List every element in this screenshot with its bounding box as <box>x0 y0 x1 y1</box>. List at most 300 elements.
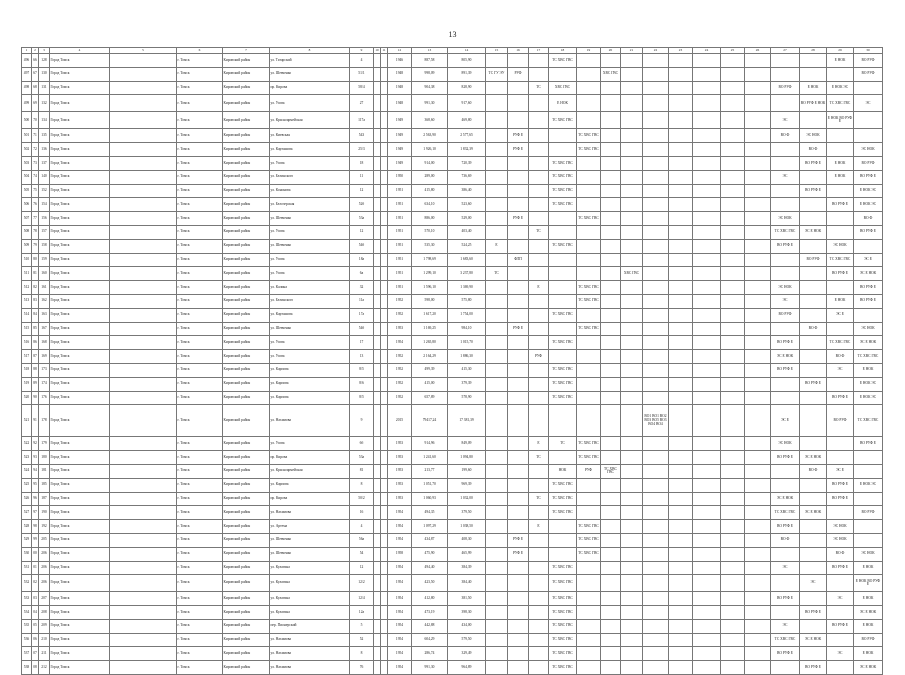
table-cell: 17 381,39 <box>448 405 486 437</box>
table-cell: 575,80 <box>448 294 486 308</box>
table-cell: 522 <box>22 437 32 451</box>
table-cell: Город Томск <box>50 156 110 170</box>
table-cell: 969,39 <box>448 478 486 492</box>
table-cell: 368,60 <box>412 112 448 129</box>
table-cell <box>601 129 621 143</box>
table-cell <box>486 437 508 451</box>
table-cell: 415,00 <box>412 377 448 391</box>
table-cell: Город Томск <box>50 592 110 606</box>
table-cell <box>854 520 883 534</box>
table-cell: ул. Усова <box>270 225 350 239</box>
table-cell <box>508 506 529 520</box>
table-cell: г. Томск <box>177 143 223 157</box>
table-cell: 178 <box>39 405 50 437</box>
table-cell <box>374 561 381 575</box>
table-cell: г. Томск <box>177 253 223 267</box>
table-cell: 1954 <box>388 520 412 534</box>
table-cell <box>577 225 601 239</box>
table-cell <box>721 464 745 478</box>
table-cell <box>643 294 669 308</box>
table-cell <box>827 67 854 81</box>
table-cell <box>621 606 643 620</box>
table-cell <box>693 377 721 391</box>
table-cell <box>110 592 177 606</box>
table-cell <box>577 377 601 391</box>
table-cell: 657,89 <box>412 391 448 405</box>
table-cell <box>669 561 693 575</box>
table-cell <box>827 377 854 391</box>
table-cell: Е <box>486 239 508 253</box>
table-cell <box>601 533 621 547</box>
table-cell: ЭС Е НОК <box>854 267 883 281</box>
table-cell: ТС <box>529 492 549 506</box>
table-cell <box>549 129 577 143</box>
table-cell: ВО РУФ <box>800 253 827 267</box>
table-cell <box>693 308 721 322</box>
table-cell: Кировский район <box>223 156 270 170</box>
table-cell <box>745 170 771 184</box>
table-cell: ул. Белозерская <box>270 198 350 212</box>
table-cell: Е НОК <box>800 81 827 95</box>
table-cell: Е НОК <box>827 170 854 184</box>
table-cell <box>745 391 771 405</box>
table-cell: 211 <box>39 647 50 661</box>
table-cell <box>643 377 669 391</box>
table-cell: 00 <box>32 547 39 561</box>
table-cell <box>771 253 800 267</box>
table-cell: ВО РУФ <box>854 156 883 170</box>
table-cell <box>486 198 508 212</box>
table-cell <box>381 520 388 534</box>
table-cell <box>374 647 381 661</box>
table-cell: ЭС Е <box>827 464 854 478</box>
table-cell <box>374 619 381 633</box>
table-cell: ул. Усова <box>270 437 350 451</box>
table-cell <box>643 281 669 295</box>
table-cell: РУФ <box>577 464 601 478</box>
table-cell <box>669 322 693 336</box>
table-cell: ВО Ф <box>800 322 827 336</box>
table-cell <box>800 350 827 364</box>
table-cell: 1953 <box>388 464 412 478</box>
table-cell <box>827 661 854 675</box>
table-cell: Город Томск <box>50 350 110 364</box>
table-cell: 05 <box>32 619 39 633</box>
table-cell <box>693 281 721 295</box>
table-row <box>22 405 883 437</box>
table-cell <box>374 437 381 451</box>
table-cell <box>721 363 745 377</box>
table-cell: 1951 <box>388 184 412 198</box>
table-cell <box>669 212 693 226</box>
table-cell <box>577 156 601 170</box>
table-cell <box>693 253 721 267</box>
table-cell: 1954 <box>388 336 412 350</box>
table-cell: 505 <box>22 184 32 198</box>
table-cell: 81 <box>350 464 374 478</box>
table-cell: 53а <box>350 212 374 226</box>
table-cell: 158 <box>39 239 50 253</box>
table-cell: ТС ХВС ГВС <box>549 647 577 661</box>
table-cell: ХВС ГВС <box>601 67 621 81</box>
table-cell: 1949 <box>388 129 412 143</box>
table-cell <box>601 478 621 492</box>
table-cell <box>827 143 854 157</box>
table-cell <box>110 129 177 143</box>
table-cell <box>374 54 381 68</box>
table-cell <box>669 619 693 633</box>
table-cell: 1 015,70 <box>448 336 486 350</box>
table-cell: 1 169,25 <box>412 322 448 336</box>
table-cell: Кировский район <box>223 225 270 239</box>
table-cell: Город Томск <box>50 143 110 157</box>
table-cell: 12/4 <box>350 592 374 606</box>
column-number: 12 <box>388 48 412 54</box>
table-row <box>22 184 883 198</box>
table-cell: Кировский район <box>223 437 270 451</box>
table-cell <box>621 308 643 322</box>
table-cell <box>643 225 669 239</box>
table-cell: 76 <box>32 198 39 212</box>
table-cell <box>508 198 529 212</box>
table-cell <box>669 606 693 620</box>
table-cell: 1 051,70 <box>412 478 448 492</box>
table-cell: 984,10 <box>448 322 486 336</box>
table-cell <box>601 225 621 239</box>
table-cell: ул. Карпова <box>270 478 350 492</box>
table-cell <box>486 377 508 391</box>
table-cell: ВО РУФ Е <box>771 363 800 377</box>
table-cell: 207 <box>39 592 50 606</box>
column-number: 26 <box>745 48 771 54</box>
table-cell <box>601 520 621 534</box>
column-number: 2 <box>32 48 39 54</box>
table-cell <box>508 647 529 661</box>
table-cell: 507 <box>22 212 32 226</box>
table-cell <box>693 322 721 336</box>
table-cell: 68 <box>32 81 39 95</box>
table-cell <box>721 308 745 322</box>
table-cell <box>381 308 388 322</box>
table-cell <box>601 143 621 157</box>
table-cell <box>669 156 693 170</box>
table-cell: ул. Нахимова <box>270 661 350 675</box>
table-row <box>22 95 883 112</box>
table-cell <box>381 54 388 68</box>
table-cell <box>529 170 549 184</box>
table-cell: 190 <box>39 506 50 520</box>
table-cell <box>643 464 669 478</box>
table-cell <box>374 363 381 377</box>
table-cell: ТС ХВС ГВС <box>549 184 577 198</box>
table-row <box>22 451 883 465</box>
table-cell <box>374 377 381 391</box>
table-cell: 499 <box>22 95 32 112</box>
table-cell: ВО РУФ <box>854 67 883 81</box>
table-cell <box>721 239 745 253</box>
table-cell: 527 <box>22 506 32 520</box>
table-cell <box>800 308 827 322</box>
table-cell <box>549 212 577 226</box>
table-cell: 1 886,30 <box>448 350 486 364</box>
table-cell: Кировский район <box>223 606 270 620</box>
table-cell <box>381 533 388 547</box>
table-cell: 537 <box>22 647 32 661</box>
table-cell: ТС ХВС ГВС <box>827 336 854 350</box>
table-cell: 526 <box>22 492 32 506</box>
table-cell: 1 265,80 <box>412 336 448 350</box>
table-cell: Город Томск <box>50 212 110 226</box>
table-cell <box>508 405 529 437</box>
table-cell <box>110 606 177 620</box>
table-cell: 434,00 <box>448 619 486 633</box>
column-number: 10 <box>375 47 379 52</box>
table-cell <box>669 170 693 184</box>
table-cell: Е НОК <box>827 156 854 170</box>
table-cell <box>771 184 800 198</box>
table-cell: 1953 <box>388 451 412 465</box>
table-cell: Кировский район <box>223 81 270 95</box>
table-cell <box>374 547 381 561</box>
table-cell: 08 <box>32 661 39 675</box>
table-cell: 88 <box>32 363 39 377</box>
table-cell <box>529 478 549 492</box>
table-cell <box>381 239 388 253</box>
table-cell <box>110 547 177 561</box>
table-cell <box>601 451 621 465</box>
table-cell <box>381 561 388 575</box>
table-cell <box>508 112 529 129</box>
table-cell: РУФ <box>508 67 529 81</box>
table-cell <box>721 350 745 364</box>
table-cell: ТС ХВС ГВС <box>577 129 601 143</box>
table-cell <box>110 391 177 405</box>
table-cell <box>486 308 508 322</box>
table-row <box>22 170 883 184</box>
table-cell: Кировский район <box>223 451 270 465</box>
table-cell <box>601 437 621 451</box>
table-cell <box>643 350 669 364</box>
table-cell: 1958 <box>388 547 412 561</box>
table-cell: ТС ХВС ГВС <box>549 561 577 575</box>
table-cell <box>693 547 721 561</box>
table-cell <box>643 95 669 112</box>
table-cell: 1952 <box>388 294 412 308</box>
table-cell <box>800 437 827 451</box>
table-cell <box>549 547 577 561</box>
table-cell: 213,77 <box>412 464 448 478</box>
table-cell: 634,10 <box>412 198 448 212</box>
table-cell: г. Томск <box>177 478 223 492</box>
table-cell <box>669 350 693 364</box>
table-cell <box>643 661 669 675</box>
table-cell: 517 <box>22 350 32 364</box>
table-cell: ул. Артема <box>270 520 350 534</box>
table-cell <box>486 322 508 336</box>
table-cell: 117а <box>350 112 374 129</box>
table-cell <box>854 308 883 322</box>
table-cell: РУФ Е <box>508 533 529 547</box>
table-cell <box>693 54 721 68</box>
table-cell: 173 <box>39 363 50 377</box>
table-cell <box>381 451 388 465</box>
table-cell <box>508 363 529 377</box>
table-cell: Город Томск <box>50 239 110 253</box>
table-cell: Е НОК ЭС <box>827 81 854 95</box>
table-cell <box>643 322 669 336</box>
table-cell <box>621 520 643 534</box>
table-cell <box>621 336 643 350</box>
table-cell <box>577 54 601 68</box>
table-cell <box>669 267 693 281</box>
table-cell <box>110 350 177 364</box>
table-cell <box>381 633 388 647</box>
table-cell: г. Томск <box>177 437 223 451</box>
table-row <box>22 112 883 129</box>
table-cell: 1 038,50 <box>448 520 486 534</box>
table-cell <box>381 661 388 675</box>
table-cell <box>854 492 883 506</box>
table-cell: ЭС <box>800 575 827 592</box>
table-cell: ВО РУФ Е <box>800 184 827 198</box>
table-cell: ТС <box>529 451 549 465</box>
table-row <box>22 492 883 506</box>
table-cell: г. Томск <box>177 198 223 212</box>
table-cell <box>601 592 621 606</box>
table-cell <box>110 95 177 112</box>
column-number: 11 <box>382 47 386 52</box>
table-cell <box>669 239 693 253</box>
table-cell: ВО Ф <box>800 464 827 478</box>
table-cell <box>827 212 854 226</box>
table-cell: 805,90 <box>448 54 486 68</box>
table-cell: 12 <box>350 225 374 239</box>
table-cell <box>800 391 827 405</box>
table-cell: 92 <box>32 437 39 451</box>
table-cell <box>486 253 508 267</box>
table-cell: г. Томск <box>177 129 223 143</box>
table-cell <box>721 156 745 170</box>
table-cell <box>577 619 601 633</box>
table-cell: ВО РУФ Е <box>827 391 854 405</box>
table-cell: 1949 <box>388 156 412 170</box>
table-cell: ВО РУФ Е <box>771 451 800 465</box>
table-cell: 17 <box>350 336 374 350</box>
table-cell <box>508 239 529 253</box>
table-cell: 473,19 <box>412 606 448 620</box>
table-row <box>22 661 883 675</box>
table-cell <box>486 405 508 437</box>
table-cell <box>771 143 800 157</box>
table-cell: г. Томск <box>177 95 223 112</box>
table-cell: 208 <box>39 606 50 620</box>
table-row <box>22 156 883 170</box>
table-cell <box>549 281 577 295</box>
table-cell <box>643 561 669 575</box>
table-cell: 80 <box>32 253 39 267</box>
table-cell <box>374 156 381 170</box>
table-cell <box>381 363 388 377</box>
table-cell: ЭС Е НОК <box>771 350 800 364</box>
table-cell <box>508 606 529 620</box>
table-cell: ул. Усова <box>270 156 350 170</box>
table-cell <box>800 478 827 492</box>
table-row <box>22 506 883 520</box>
table-cell: 160 <box>39 267 50 281</box>
table-cell <box>621 561 643 575</box>
table-cell <box>529 336 549 350</box>
table-cell: 1952 <box>388 391 412 405</box>
table-cell <box>577 81 601 95</box>
table-cell <box>745 225 771 239</box>
table-cell <box>374 391 381 405</box>
table-cell <box>721 143 745 157</box>
table-cell: 168 <box>39 336 50 350</box>
table-row <box>22 129 883 143</box>
table-cell <box>601 322 621 336</box>
table-cell <box>771 661 800 675</box>
table-cell: ЭС НОК <box>800 129 827 143</box>
table-cell <box>577 184 601 198</box>
table-cell <box>621 253 643 267</box>
table-cell <box>745 267 771 281</box>
table-cell <box>549 143 577 157</box>
table-cell: ул. Усова <box>270 336 350 350</box>
table-cell <box>643 451 669 465</box>
table-cell <box>486 547 508 561</box>
table-cell: ВО РУФ Е <box>771 239 800 253</box>
table-cell: ул. Кулагина <box>270 575 350 592</box>
table-cell <box>745 143 771 157</box>
table-cell <box>529 533 549 547</box>
table-cell <box>621 575 643 592</box>
table-cell: 83 <box>32 294 39 308</box>
table-cell: 513 <box>22 294 32 308</box>
table-cell <box>669 225 693 239</box>
table-cell <box>381 267 388 281</box>
table-cell: 199,60 <box>448 464 486 478</box>
table-cell: г. Томск <box>177 661 223 675</box>
table-cell <box>745 336 771 350</box>
table-cell: ВО Ф <box>800 143 827 157</box>
table-cell <box>508 478 529 492</box>
table-cell: 98 <box>32 520 39 534</box>
table-cell: Кировский район <box>223 143 270 157</box>
table-cell: Город Томск <box>50 492 110 506</box>
table-cell <box>721 336 745 350</box>
table-row <box>22 575 883 592</box>
table-cell: 69 <box>32 95 39 112</box>
table-cell: 91 <box>32 405 39 437</box>
table-cell <box>643 592 669 606</box>
table-cell: ТС ХВС ГВС <box>577 322 601 336</box>
table-cell: ТС ХВС ГВС <box>577 294 601 308</box>
table-cell: ул. Белинского <box>270 294 350 308</box>
table-cell: 469,80 <box>448 112 486 129</box>
table-cell <box>745 156 771 170</box>
table-cell: Город Томск <box>50 363 110 377</box>
register-table <box>21 47 883 675</box>
table-cell: ВО РУФ Е <box>827 198 854 212</box>
column-number: 16 <box>508 48 529 54</box>
table-cell: Е НОК <box>854 592 883 606</box>
table-cell: 67 <box>32 67 39 81</box>
table-cell: 4 <box>350 54 374 68</box>
table-cell <box>486 112 508 129</box>
table-cell: Кировский район <box>223 336 270 350</box>
table-cell <box>577 198 601 212</box>
table-cell <box>721 377 745 391</box>
